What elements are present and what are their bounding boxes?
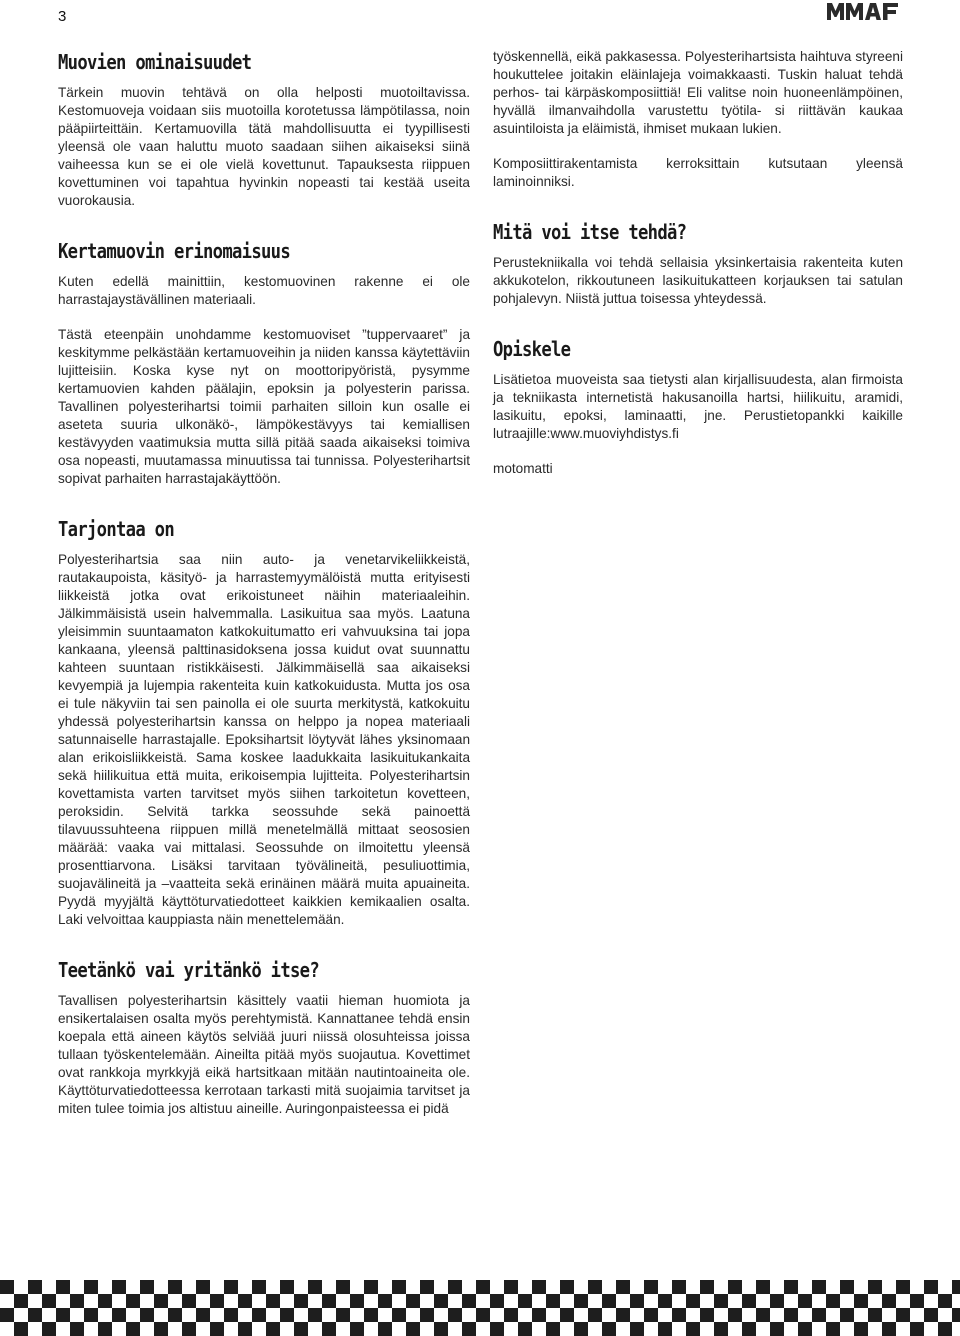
checker-square — [70, 1322, 84, 1336]
checker-square — [28, 1308, 42, 1322]
checker-square — [546, 1294, 560, 1308]
checker-square — [644, 1308, 658, 1322]
heading-teetanko-vai-yritanko-itse: Teetänkö vai yritänkö itse? — [58, 958, 320, 982]
checker-square — [826, 1294, 840, 1308]
checker-square — [518, 1294, 532, 1308]
right-column — [493, 48, 903, 495]
checker-square — [238, 1322, 252, 1336]
checker-square — [210, 1322, 224, 1336]
checker-square — [56, 1280, 70, 1294]
checker-square — [280, 1280, 294, 1294]
checker-square — [322, 1294, 336, 1308]
checker-square — [868, 1308, 882, 1322]
checker-square — [434, 1294, 448, 1308]
checker-square — [756, 1308, 770, 1322]
checker-square — [56, 1308, 70, 1322]
paragraph: Perustekniikalla voi tehdä sellaisia yksinkertaisia rakenteita kuten akkukotelon, rikkoutuneen lasikuitukatteen korjauksen tai satulan pohjalevyn. Niistä juttua toisessa yhteydessä. — [493, 255, 903, 306]
checker-square — [98, 1322, 112, 1336]
heading-tarjontaa-on: Tarjontaa on — [58, 517, 175, 541]
checker-square — [532, 1280, 546, 1294]
checker-square — [126, 1294, 140, 1308]
checker-square — [476, 1308, 490, 1322]
checker-square — [770, 1294, 784, 1308]
checker-square — [490, 1294, 504, 1308]
checker-square — [406, 1294, 420, 1308]
checker-square — [294, 1322, 308, 1336]
checker-square — [0, 1308, 14, 1322]
checker-square — [182, 1294, 196, 1308]
checker-square — [686, 1294, 700, 1308]
checker-square — [896, 1308, 910, 1322]
checker-square — [924, 1280, 938, 1294]
checker-square — [420, 1308, 434, 1322]
paragraph: Polyesterihartsia saa niin auto- ja venetarvikeliikkeistä, rautakaupoista, käsityö- ja harrastemyymälöistä mutta erityisesti liikkeistä jotka ovat erikoistuneet näihin materiaaleihin. Jälkimmäisistä usein halvemmalla. Lasikuitua saa myös. Laatuna yleisimmin suuntaamaton katkokuitumatto eri vahvuuksina tai jopa kankaana, yleensä palttinasidoksena jossa kuidut ovat suunnattu kahteen suuntaan ristikkäisesti. Jälkimmäisellä saa aikaiseksi kevyempiä ja lujempia rakenteita kuin katkokuidusta. Mutta jos osa ei tule näkyviin tai sen painolla ei ole suurta merkitystä, katkokuitu yhdessä polyesterihartsin kanssa on helppo ja nopea materiaali satunnaiselle harrastajalle. Epoksihartsit löytyvät lähes yksinomaan alan erikoisliikkeistä. Sama koskee laadukkaita lasikuitukankaita sekä hiilikuitua että muita, erikoisempia lujitteita. Polyesterihartsin kovettamista varten tarvitset myös siihen tarkoitetun kovetteen, peroksidin. Selvitä tarkka seossuhde sekä painoettä tilavuussuhteena riippuen millä menetelmällä mittaat seososien määrää: vaaka vai mittalasi. Seossuhde on ilmoitettu yleensä prosenttiarvona. Lisäksi tarvitaan työvälineitä, pesuliuottimia, suojavälineitä ja –vaatteita sekä erinäinen määrä muita apuaineita. Pyydä myyjältä käyttöturvatiedotteet kaikkien kemikaalien osalta. Laki velvoittaa kauppiasta näin menettelemään. — [58, 552, 470, 927]
checker-square — [434, 1322, 448, 1336]
checker-square — [728, 1308, 742, 1322]
checker-square — [462, 1322, 476, 1336]
checker-square — [602, 1294, 616, 1308]
checker-square — [98, 1294, 112, 1308]
checker-square — [686, 1322, 700, 1336]
checker-square — [616, 1280, 630, 1294]
author-signature: motomatti — [493, 461, 553, 476]
checker-square — [140, 1308, 154, 1322]
checker-square — [448, 1308, 462, 1322]
checker-square — [574, 1322, 588, 1336]
checker-square — [224, 1308, 238, 1322]
checker-square — [154, 1294, 168, 1308]
checker-square — [658, 1294, 672, 1308]
checker-square — [476, 1280, 490, 1294]
checker-square — [266, 1294, 280, 1308]
checker-square — [420, 1280, 434, 1294]
paragraph: Tästä eteenpäin unohdamme kestomuoviset ”tuppervaaret” ja keskitymme pelkästään kertamuoveihin ja niiden kanssa käytettäviin lujitteisiin. Koska kyse nyt on moottoripyöristä, pysymme kertamuovien kahden päälajin, epoksin ja polyesterin parissa. Tavallinen polyesterihartsi toimii parhaiten silloin kun osalle ei aseteta suuria ulkonäkö-, lämpökestävyys tai kemiallisen kestävyyden vaatimuksia mutta sillä pitää saada aikaiseksi toimiva osa nopeasti, muutamassa minuutissa tai tunnissa. Polyesterihartsit sopivat parhaiten harrastajakäyttöön. — [58, 327, 470, 486]
checker-square — [700, 1280, 714, 1294]
checker-square — [336, 1280, 350, 1294]
checkered-border — [0, 1280, 960, 1336]
checker-square — [28, 1280, 42, 1294]
paragraph: Tavallisen polyesterihartsin käsittely vaatii hieman huomiota ja ensikertalaisen osalta myös perehtymistä. Kannattanee tehdä ensin koepala että aineen käytös selviää juuri niissä olosuhteissa joissa tullaan työskentelemään. Aineilta pitää myös suojautua. Kovettimet ovat rankkoja myrkkyjä eikä hartsitkaan mitään nautintoaineita ole. Käyttöturvatiedotteessa kerrotaan tarkasti mitä suojaimia tarvitset ja miten tulee toimia jos altistuu aineille. Auringonpaisteessa ei pidä — [58, 993, 470, 1116]
page-number: 3 — [58, 8, 67, 25]
checker-square — [14, 1294, 28, 1308]
heading-kertamuovin-erinomaisuus: Kertamuovin erinomaisuus — [58, 239, 291, 263]
checker-square — [560, 1280, 574, 1294]
checker-square — [84, 1280, 98, 1294]
checker-square — [0, 1280, 14, 1294]
checker-square — [42, 1294, 56, 1308]
checker-square — [672, 1308, 686, 1322]
checker-square — [490, 1322, 504, 1336]
heading-opiskele: Opiskele — [493, 337, 571, 361]
checker-square — [602, 1322, 616, 1336]
checker-square — [798, 1294, 812, 1308]
paragraph: Kuten edellä mainittiin, kestomuovinen rakenne ei ole harrastajaystävällinen materiaali. — [58, 274, 470, 307]
checker-square — [938, 1294, 952, 1308]
checker-square — [854, 1294, 868, 1308]
checker-square — [518, 1322, 532, 1336]
checker-square — [560, 1308, 574, 1322]
paragraph: Komposiittirakentamista kerroksittain kutsutaan yleensä laminoinniksi. — [493, 156, 903, 189]
checker-square — [742, 1294, 756, 1308]
checker-square — [406, 1322, 420, 1336]
checker-square — [322, 1322, 336, 1336]
checker-square — [238, 1294, 252, 1308]
checker-square — [840, 1280, 854, 1294]
checker-square — [224, 1280, 238, 1294]
checker-square — [266, 1322, 280, 1336]
checker-square — [616, 1308, 630, 1322]
checker-square — [714, 1322, 728, 1336]
checker-square — [308, 1280, 322, 1294]
checker-square — [112, 1280, 126, 1294]
checker-square — [868, 1280, 882, 1294]
checker-square — [280, 1308, 294, 1322]
checker-square — [112, 1308, 126, 1322]
checker-square — [798, 1322, 812, 1336]
heading-muovien-ominaisuudet: Muovien ominaisuudet — [58, 50, 252, 74]
checker-square — [392, 1308, 406, 1322]
checker-square — [14, 1322, 28, 1336]
checker-square — [812, 1308, 826, 1322]
checker-square — [952, 1308, 960, 1322]
checker-square — [588, 1280, 602, 1294]
checker-square — [168, 1308, 182, 1322]
checker-square — [126, 1322, 140, 1336]
paragraph: Tärkein muovin tehtävä on olla helposti muotoiltavissa. Kestomuoveja voidaan siis muotoilla korotetussa lämpötilassa, noin pääpiirteittäin. Kertamuovilla tätä mahdollisuutta ei tyypillisesti yleensä ole vaan haluttu muoto saadaan siihen aikaiseksi siinä vaiheessa kun se ei ole vielä kovettunut. Tapauksesta riippuen kovettuminen voi tapahtua hyvinkin nopeasti tai kestää useita vuorokausia. — [58, 85, 470, 208]
checker-square — [756, 1280, 770, 1294]
checker-square — [910, 1294, 924, 1308]
paragraph: Lisätietoa muoveista saa tietysti alan kirjallisuudesta, alan firmoista ja tekniikasta internetistä hakusanoilla hartsi, hiilikuitu, aramidi, lasikuitu, epoksi, laminaatti, jne. Perustietopankki kaikille lutraajille:www.muoviyhdistys.fi — [493, 372, 903, 441]
checker-square — [784, 1308, 798, 1322]
checker-square — [952, 1280, 960, 1294]
checker-square — [532, 1308, 546, 1322]
mmaf-logo — [826, 0, 902, 22]
checker-square — [252, 1280, 266, 1294]
paragraph: työskennellä, eikä pakkasessa. Polyesterihartsista haihtuva styreeni houkuttelee joitakin eläinlajeja voimakkaasti. Tuskin haluat tehdä perhos- tai kärpäskomposiittiä! Eli valitse noin huoneenlämpöinen, hyvällä ilmanvaihdolla varustettu työtila- si riittävän kaukaa asuintiloista ja eläimistä, ihmiset mukaan lukien. — [493, 49, 903, 136]
heading-mita-voi-itse-tehda: Mitä voi itse tehdä? — [493, 220, 687, 244]
checker-square — [546, 1322, 560, 1336]
checker-square — [336, 1308, 350, 1322]
checker-square — [882, 1322, 896, 1336]
checker-square — [294, 1294, 308, 1308]
checker-square — [742, 1322, 756, 1336]
checker-square — [504, 1308, 518, 1322]
checker-square — [350, 1322, 364, 1336]
checker-square — [196, 1280, 210, 1294]
checker-square — [504, 1280, 518, 1294]
checker-square — [392, 1280, 406, 1294]
checker-square — [700, 1308, 714, 1322]
checker-square — [924, 1308, 938, 1322]
left-column — [58, 50, 470, 1135]
checker-square — [770, 1322, 784, 1336]
checker-square — [350, 1294, 364, 1308]
checker-square — [658, 1322, 672, 1336]
checker-square — [714, 1294, 728, 1308]
checker-square — [182, 1322, 196, 1336]
checker-square — [308, 1308, 322, 1322]
checker-square — [210, 1294, 224, 1308]
checker-square — [140, 1280, 154, 1294]
checker-square — [630, 1294, 644, 1308]
checker-square — [196, 1308, 210, 1322]
checker-square — [364, 1280, 378, 1294]
checker-square — [840, 1308, 854, 1322]
checker-square — [882, 1294, 896, 1308]
checker-square — [448, 1280, 462, 1294]
checker-square — [252, 1308, 266, 1322]
checker-square — [378, 1322, 392, 1336]
checker-square — [588, 1308, 602, 1322]
checker-square — [462, 1294, 476, 1308]
checker-square — [154, 1322, 168, 1336]
checker-square — [826, 1322, 840, 1336]
checker-square — [938, 1322, 952, 1336]
checker-square — [854, 1322, 868, 1336]
checker-square — [672, 1280, 686, 1294]
checker-square — [84, 1308, 98, 1322]
checker-square — [728, 1280, 742, 1294]
checker-square — [910, 1322, 924, 1336]
checker-square — [70, 1294, 84, 1308]
checker-square — [378, 1294, 392, 1308]
checker-square — [644, 1280, 658, 1294]
checker-square — [168, 1280, 182, 1294]
checker-square — [896, 1280, 910, 1294]
checker-square — [42, 1322, 56, 1336]
checker-square — [784, 1280, 798, 1294]
checker-square — [364, 1308, 378, 1322]
checker-square — [574, 1294, 588, 1308]
checker-square — [630, 1322, 644, 1336]
checker-square — [812, 1280, 826, 1294]
